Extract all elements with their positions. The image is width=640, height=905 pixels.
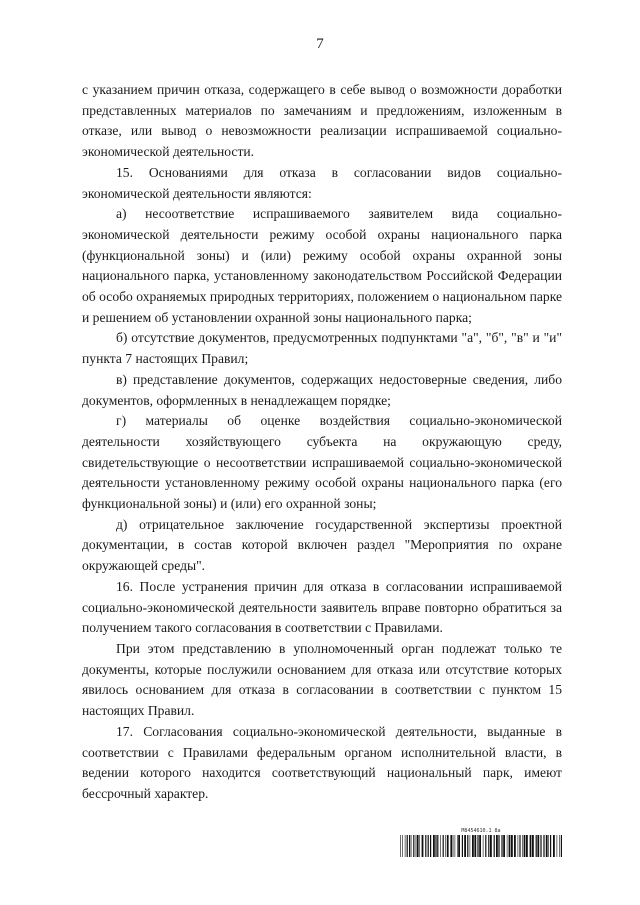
- paragraph-p15g: г) материалы об оценке воздействия социально-экономической деятельности хозяйствующего субъекта на окружающую среду, свидетельствующие о несоответствии испрашиваемой социально-экономической деятельности установленному режиму особой охраны национального парка (его функциональной зоны) и (или) его охранной зоны;: [82, 413, 562, 512]
- paragraph-p15d: д) отрицательное заключение государственной экспертизы проектной документации, в состав которой включен раздел "Мероприятия по охране окружающей среды".: [82, 516, 562, 574]
- document-body: [82, 80, 562, 805]
- barcode-code: М8454610.1 8а: [461, 828, 501, 834]
- paragraph-lead: с указанием причин отказа, содержащего в себе вывод о возможности доработки представленных материалов по замечаниям и предложениям, изложенным в отказе, или вывод о невозможности реализации испрашиваемой социально-экономической деятельности.: [82, 82, 562, 160]
- paragraph-p15: 15. Основаниями для отказа в согласовании видов социально-экономической деятельности являются:: [82, 164, 562, 201]
- paragraph-p17: 17. Согласования социально-экономической деятельности, выданные в соответствии с Правилами федеральным органом исполнительной власти, в ведении которого находится соответствующий национальный парк, имеют бессрочный характер.: [82, 723, 562, 801]
- paragraph-p16: 16. После устранения причин для отказа в согласовании испрашиваемой социально-экономической деятельности заявитель вправе повторно обратиться за получением такого согласования в соответствии с Правилами.: [82, 578, 562, 636]
- paragraph-p15v: в) представление документов, содержащих недостоверные сведения, либо документов, оформленных в ненадлежащем порядке;: [82, 371, 562, 408]
- barcode-block: [400, 828, 562, 857]
- barcode-image: [400, 835, 562, 857]
- paragraph-p16b: При этом представлению в уполномоченный орган подлежат только те документы, которые послужили основанием для отказа или отсутствие которых явилось основанием для отказа в согласовании в соответствии с пунктом 15 настоящих Правил.: [82, 640, 562, 719]
- page-number: 7: [316, 36, 324, 52]
- paragraph-p15b: б) отсутствие документов, предусмотренных подпунктами "а", "б", "в" и "и" пункта 7 настоящих Правил;: [82, 330, 562, 367]
- paragraph-p15a: а) несоответствие испрашиваемого заявителем вида социально-экономической деятельности режиму особой охраны национального парка (функциональной зоны) и (или) режиму особой охраны охранной зоны национального парка, установленному законодательством Российской Федерации об особо охраняемых природных территориях, положением о национальном парке и решением об установлении охранной зоны национального парка;: [82, 206, 562, 325]
